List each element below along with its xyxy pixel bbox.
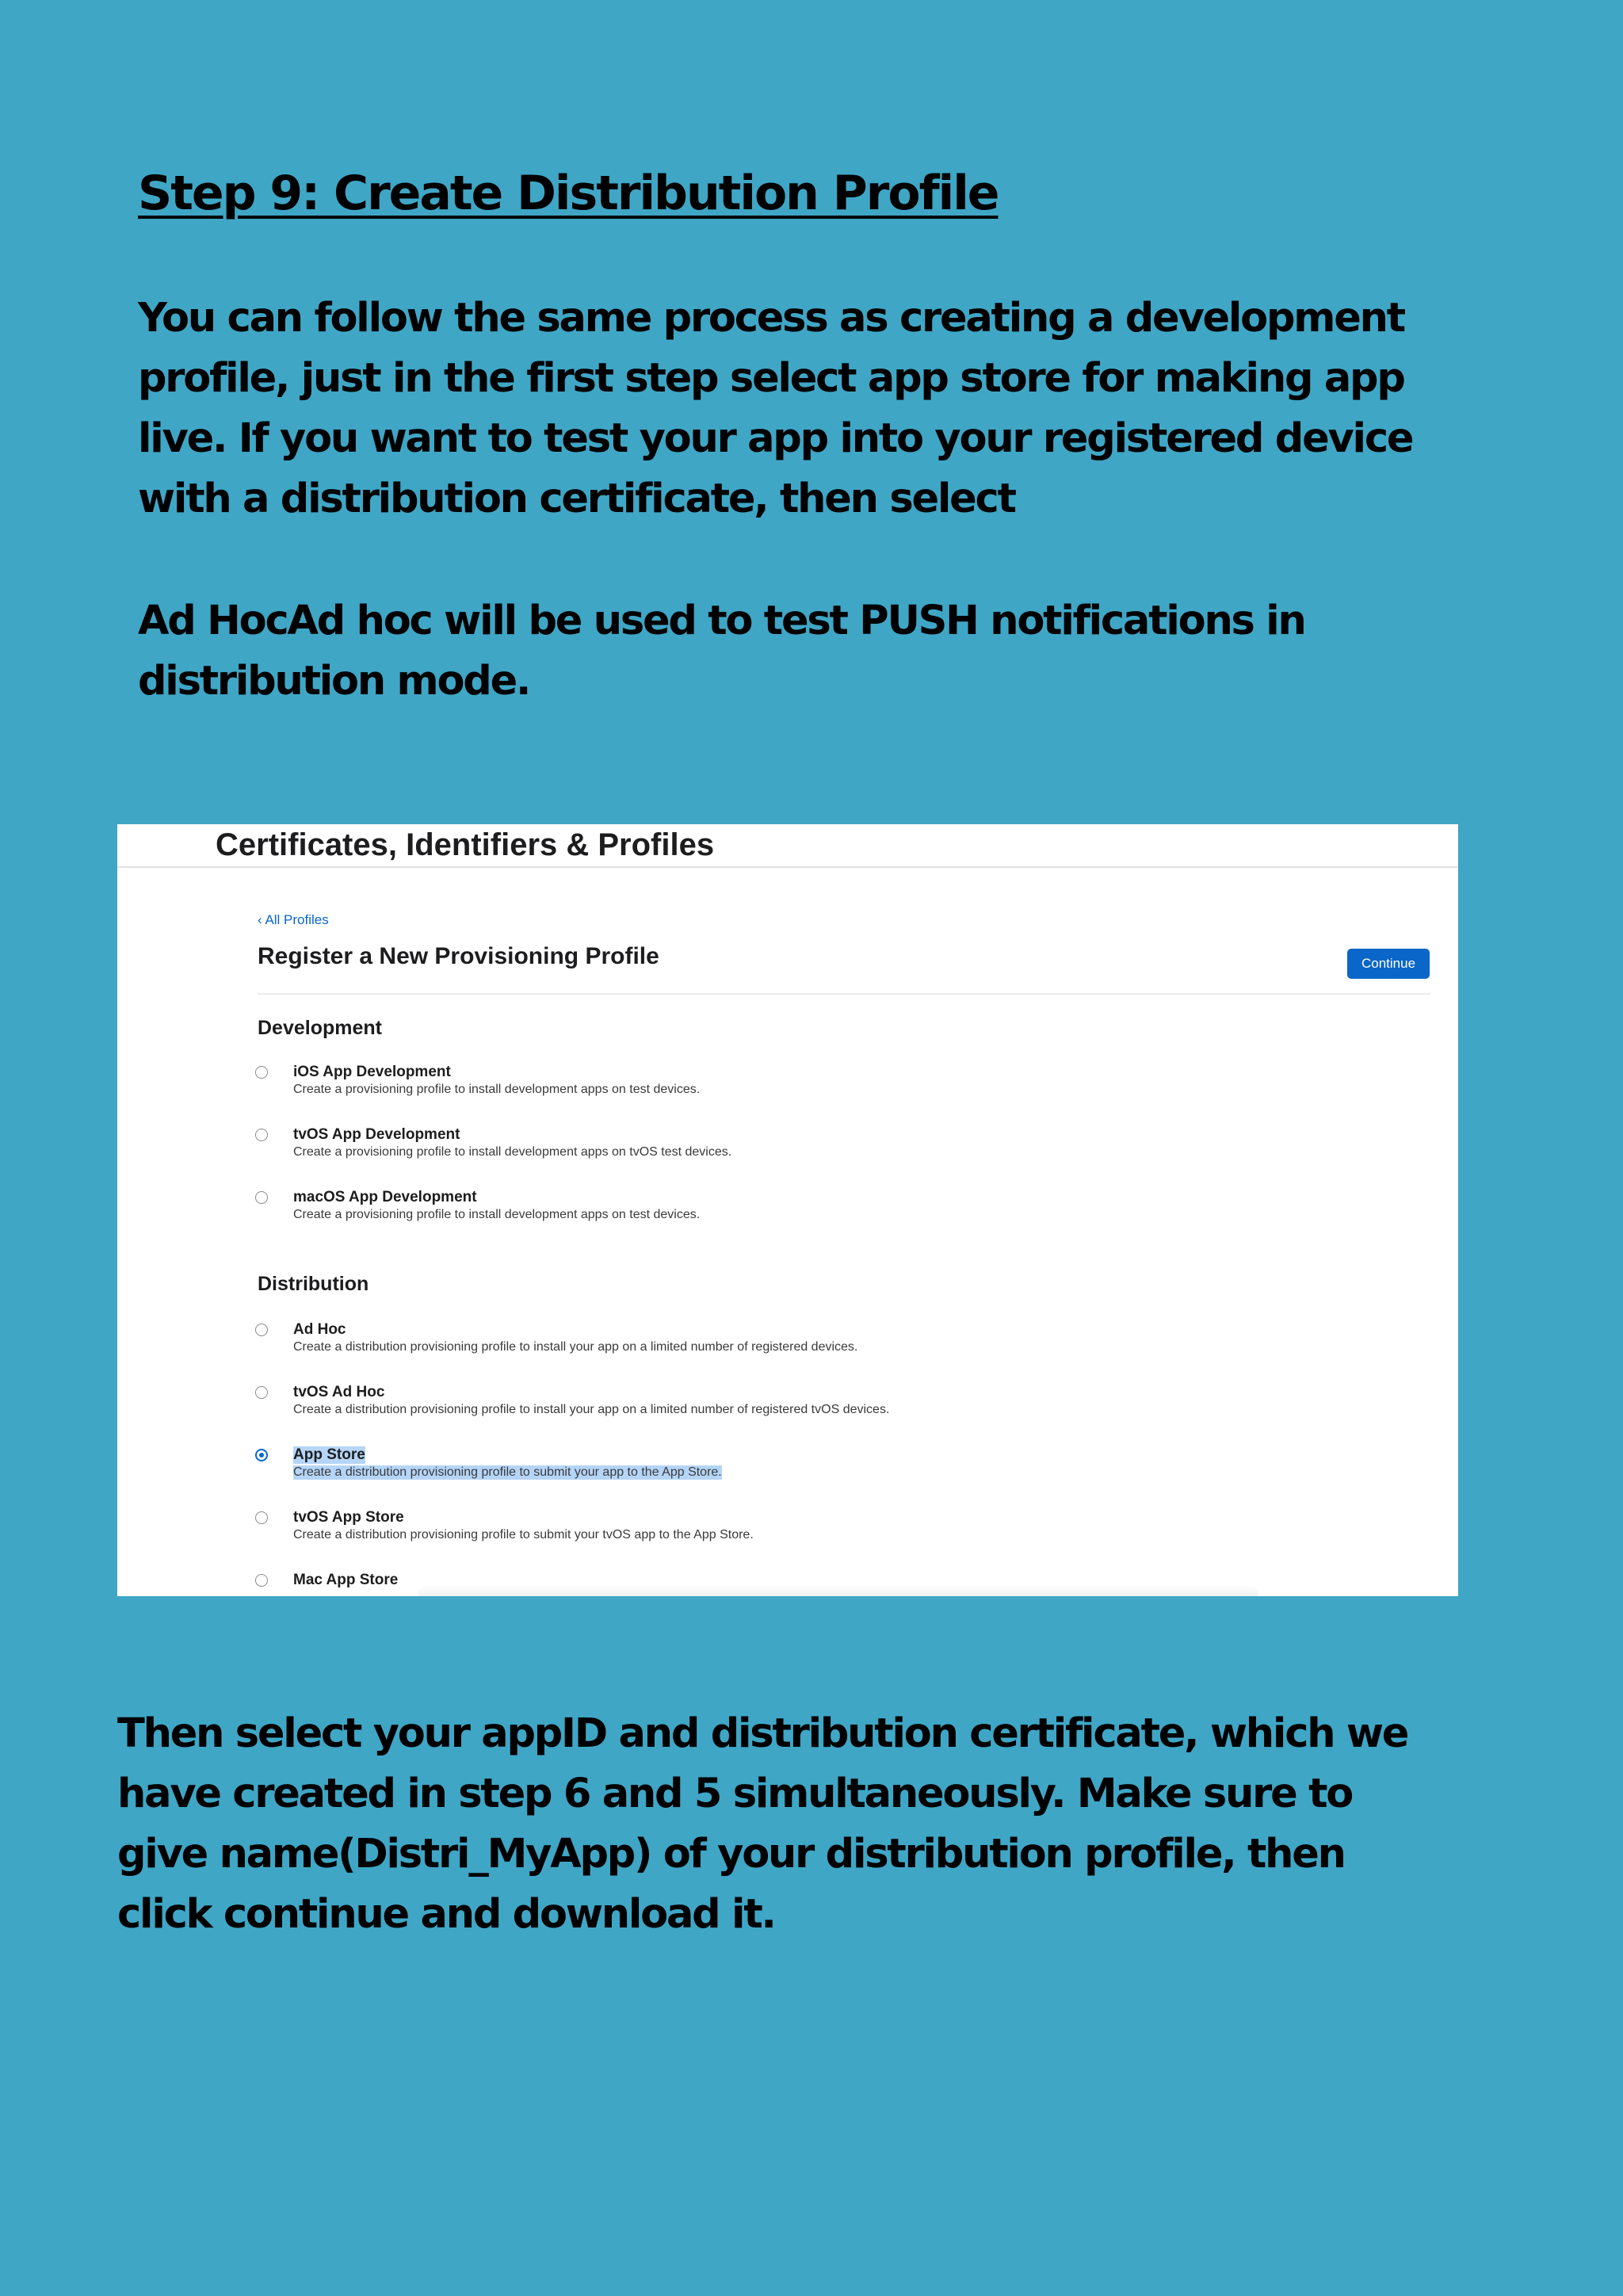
distribution-section-title: Distribution [258, 1273, 369, 1295]
option-description: Create a distribution provisioning profile to install your app on a limited number of registered tvOS devices. [293, 1403, 890, 1416]
option-ad-hoc[interactable] [255, 1321, 1365, 1369]
screenshot-header [117, 824, 1458, 868]
radio-button[interactable] [255, 1511, 268, 1524]
option-description: Create a provisioning profile to install development apps on test devices. [293, 1208, 701, 1221]
radio-button[interactable] [255, 1191, 268, 1204]
register-profile-title: Register a New Provisioning Profile [258, 943, 659, 969]
option-tvos-ad-hoc[interactable] [255, 1384, 1365, 1431]
radio-button[interactable] [255, 1066, 268, 1079]
option-label: App Store [293, 1446, 365, 1463]
option-label: iOS App Development [293, 1064, 451, 1080]
option-label: tvOS Ad Hoc [293, 1384, 385, 1400]
option-description: Create a provisioning profile to install development apps on test devices. [293, 1083, 701, 1096]
option-label: macOS App Development [293, 1189, 477, 1205]
option-description: Create a distribution provisioning profile to submit your tvOS app to the App Store. [293, 1528, 754, 1541]
option-macos-app-development[interactable] [255, 1189, 1365, 1236]
closing-paragraph: Then select your appID and distribution certificate, which we have created in step 6 and 5 simultaneously. Make sure to give name(Distri_MyApp) of your distribution profile, then click continue and download it. [117, 1710, 1408, 1938]
screenshot-header-title: Certificates, Identifiers & Profiles [216, 827, 715, 862]
option-description: Create a provisioning profile to install development apps on tvOS test devices. [293, 1145, 732, 1159]
scroll-shadow [418, 1585, 1258, 1596]
option-ios-app-development[interactable] [255, 1064, 1365, 1111]
option-label: tvOS App Store [293, 1509, 404, 1526]
adhoc-note-paragraph: Ad HocAd hoc will be used to test PUSH notifications in distribution mode. [138, 598, 1305, 705]
radio-button-selected[interactable] [255, 1449, 268, 1461]
provisioning-screenshot [117, 824, 1458, 1596]
option-label: Ad Hoc [293, 1321, 346, 1338]
title-divider [258, 993, 1430, 995]
all-profiles-link[interactable]: ‹ All Profiles [258, 912, 329, 927]
option-description: Create a distribution provisioning profile to submit your app to the App Store. [293, 1465, 722, 1479]
option-label: tvOS App Development [293, 1126, 460, 1143]
option-app-store[interactable] [255, 1446, 1365, 1494]
option-description: Create a distribution provisioning profile to install your app on a limited number of registered devices. [293, 1340, 858, 1354]
option-label: Mac App Store [293, 1572, 399, 1588]
intro-paragraph: You can follow the same process as creating a development profile, just in the first step select app store for making app live. If you want to test your app into your registered device with a distribution certificate, then select [138, 295, 1413, 522]
option-tvos-app-development[interactable] [255, 1126, 1365, 1174]
step-heading: Step 9: Create Distribution Profile [138, 166, 999, 221]
option-tvos-app-store[interactable] [255, 1509, 1365, 1557]
radio-button[interactable] [255, 1386, 268, 1399]
radio-button[interactable] [255, 1324, 268, 1336]
radio-button[interactable] [255, 1574, 268, 1587]
continue-button[interactable]: Continue [1347, 949, 1430, 979]
radio-button[interactable] [255, 1129, 268, 1141]
development-section-title: Development [258, 1017, 382, 1039]
